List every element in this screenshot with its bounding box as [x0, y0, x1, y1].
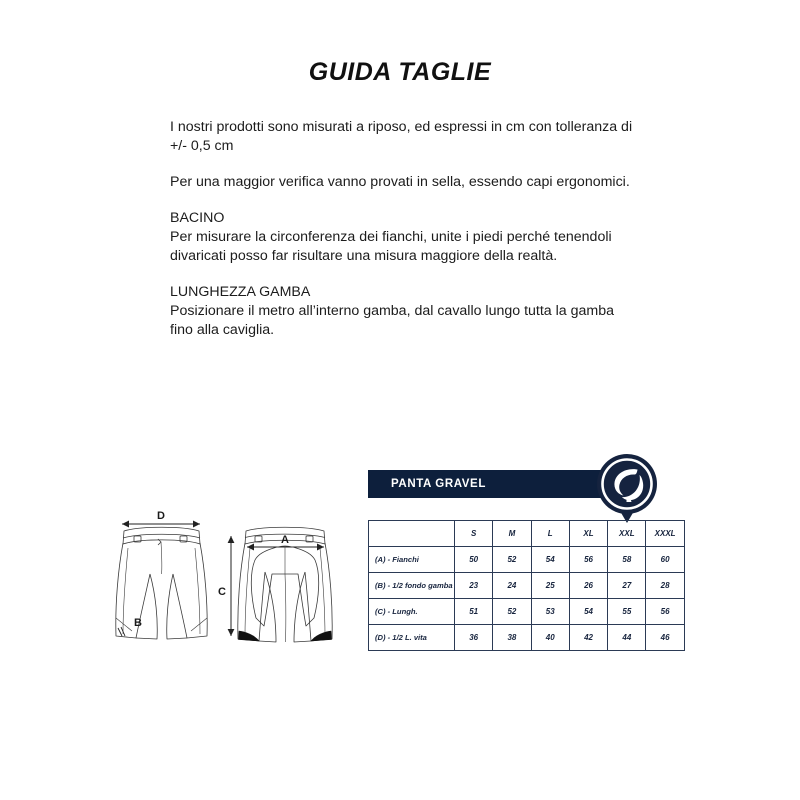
cell-lunghezza-s: 51 — [455, 599, 493, 625]
cell-fianchi-l: 54 — [531, 547, 569, 573]
cell-fianchi-xxl: 58 — [608, 547, 646, 573]
size-chart-block — [368, 470, 686, 642]
page-title: GUIDA TAGLIE — [308, 58, 492, 86]
cell-fianchi-xl: 56 — [569, 547, 607, 573]
intro-text-block — [170, 118, 638, 340]
cell-lunghezza-m: 52 — [493, 599, 531, 625]
row-label-fianchi: (A) - Fianchi — [369, 547, 455, 573]
cell-lunghezza-xxxl: 56 — [646, 599, 684, 625]
cell-vita-s: 36 — [455, 625, 493, 651]
table-header-row — [369, 521, 685, 547]
cell-fondo-gamba-xxxl: 28 — [646, 573, 684, 599]
cell-vita-xxxl: 46 — [646, 625, 684, 651]
cell-lunghezza-l: 53 — [531, 599, 569, 625]
cell-vita-xxl: 44 — [608, 625, 646, 651]
brand-logo-icon — [596, 453, 658, 525]
cell-fondo-gamba-xxl: 27 — [608, 573, 646, 599]
hem-cuff-right — [311, 631, 332, 641]
section-lunghezza-gamba-body: Posizionare il metro all’interno gamba, dal cavallo lungo tutta la gamba fino alla caviglia. — [170, 303, 615, 338]
column-header-m: M — [493, 521, 531, 547]
dimension-label-d: D — [157, 510, 165, 522]
section-lunghezza-gamba-heading: LUNGHEZZA GAMBA — [170, 284, 311, 300]
cell-fianchi-xxxl: 60 — [646, 547, 684, 573]
size-table — [368, 520, 685, 651]
cell-lunghezza-xl: 54 — [569, 599, 607, 625]
shorts-back-view-illustration — [228, 527, 333, 642]
table-row — [369, 625, 685, 651]
row-label-lunghezza: (C) - Lungh. — [369, 599, 455, 625]
section-bacino — [170, 209, 638, 266]
table-row — [369, 599, 685, 625]
column-header-l: L — [531, 521, 569, 547]
table-row — [369, 547, 685, 573]
section-bacino-heading: BACINO — [170, 210, 225, 226]
technical-drawings — [100, 500, 355, 670]
column-header-xxl: XXL — [608, 521, 646, 547]
section-lunghezza-gamba — [170, 283, 638, 340]
section-bacino-body: Per misurare la circonferenza dei fianchi, unite i piedi perché tenendoli divaricati posso far risultare una misura maggiore della realtà. — [170, 229, 612, 264]
column-header-s: S — [455, 521, 493, 547]
intro-paragraph-fit-check: Per una maggior verifica vanno provati in sella, essendo capi ergonomici. — [170, 174, 630, 190]
row-label-vita: (D) - 1/2 L. vita — [369, 625, 455, 651]
table-corner-cell — [369, 521, 455, 547]
cell-lunghezza-xxl: 55 — [608, 599, 646, 625]
cell-fondo-gamba-xl: 26 — [569, 573, 607, 599]
cell-fondo-gamba-l: 25 — [531, 573, 569, 599]
cell-fianchi-m: 52 — [493, 547, 531, 573]
row-label-fondo-gamba: (B) - 1/2 fondo gamba — [369, 573, 455, 599]
cell-fondo-gamba-m: 24 — [493, 573, 531, 599]
intro-paragraph-measurement-tolerance: I nostri prodotti sono misurati a riposo, ed espressi in cm con tolleranza di +/- 0,5 cm — [170, 119, 633, 154]
cell-fianchi-s: 50 — [455, 547, 493, 573]
column-header-xl: XL — [569, 521, 607, 547]
cell-vita-xl: 42 — [569, 625, 607, 651]
product-name-label: PANTA GRAVEL — [391, 478, 486, 490]
cell-vita-m: 38 — [493, 625, 531, 651]
shorts-front-view-illustration — [116, 521, 207, 640]
hem-cuff-left — [239, 631, 260, 641]
dimension-label-c: C — [218, 586, 226, 598]
dimension-label-a: A — [281, 534, 289, 546]
table-row — [369, 573, 685, 599]
column-header-xxxl: XXXL — [646, 521, 684, 547]
cell-fondo-gamba-s: 23 — [455, 573, 493, 599]
dimension-label-b: B — [134, 617, 142, 629]
cell-vita-l: 40 — [531, 625, 569, 651]
